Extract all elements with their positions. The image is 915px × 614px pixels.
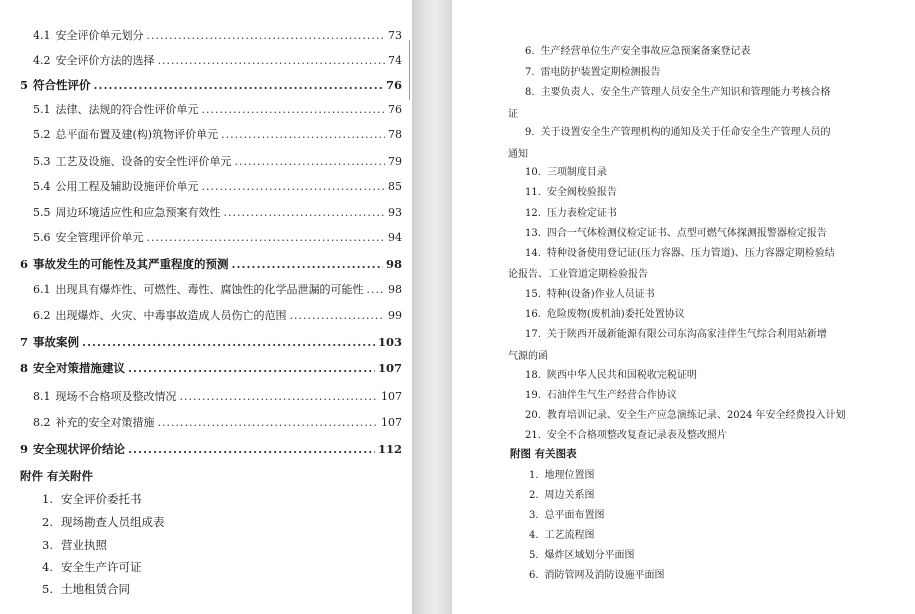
- toc-page-number: 76: [385, 78, 402, 92]
- attachment-title: 主要负责人、安全生产管理人员安全生产知识和管理能力考核合格: [540, 87, 831, 98]
- right-document-page: [452, 0, 915, 614]
- toc-entry-number: 5.4: [33, 180, 51, 193]
- toc-entry-number: 4.2: [33, 54, 51, 67]
- attachment-item: [525, 386, 677, 401]
- toc-entry-title: 安全对策措施建议: [33, 361, 126, 375]
- toc-entry-number: 8.2: [33, 416, 51, 429]
- figure-title: 总平面布置图: [544, 510, 605, 521]
- attachment-item: [525, 305, 685, 320]
- toc-entry-title: 补充的安全对策措施: [55, 416, 155, 429]
- toc-entry[interactable]: [20, 256, 402, 272]
- toc-leader-dots: [158, 416, 379, 429]
- toc-leader-dots: [147, 231, 386, 244]
- toc-entry-title: 事故案例: [33, 335, 80, 349]
- attachment-title-continued: 气源的函: [508, 351, 548, 362]
- toc-entry-title: 出现爆炸、火灾、中毒事故造成人员伤亡的范围: [55, 309, 287, 322]
- toc-entry-number: 6: [20, 257, 29, 271]
- page-edge-mark: [409, 40, 410, 100]
- toc-leader-dots: [235, 155, 386, 168]
- figure-title: 爆炸区域划分平面图: [544, 550, 635, 561]
- attachment-item: [42, 537, 107, 553]
- attachment-number: 3.: [42, 538, 53, 552]
- toc-entry-number: 7: [20, 335, 29, 349]
- attachment-title: 压力表检定证书: [546, 208, 617, 219]
- attachment-number: 7.: [525, 67, 535, 78]
- toc-leader-dots: [290, 309, 386, 322]
- left-document-page: [0, 0, 412, 614]
- attachment-title: 陕西中华人民共和国税收完税证明: [546, 370, 697, 381]
- attachment-title: 四合一气体检测仪检定证书、点型可燃气体探测报警器检定报告: [546, 228, 827, 239]
- attachment-title: 石油伴生气生产经营合作协议: [546, 390, 677, 401]
- attachment-number: 8.: [525, 87, 535, 98]
- toc-page-number: 94: [388, 231, 402, 244]
- attachment-title-continued: 通知: [508, 149, 528, 160]
- attachment-number: 21.: [525, 430, 541, 441]
- attachment-number: 10.: [525, 167, 541, 178]
- toc-entry-number: 5.6: [33, 231, 51, 244]
- figure-number: 3.: [529, 510, 539, 521]
- toc-leader-dots: [158, 54, 386, 67]
- attachment-title-continued: 论报告、工业管道定期检验报告: [508, 269, 648, 280]
- toc-leader-dots: [202, 103, 386, 116]
- attachments-heading: 附件 有关附件: [20, 469, 94, 483]
- toc-entry-number: 5.5: [33, 206, 51, 219]
- toc-page-number: 76: [388, 103, 402, 116]
- toc-entry-title: 出现具有爆炸性、可燃性、毒性、腐蚀性的化学品泄漏的可能性: [55, 283, 364, 296]
- attachment-number: 6.: [525, 46, 535, 57]
- toc-entry[interactable]: [33, 101, 402, 117]
- attachment-title: 营业执照: [60, 538, 107, 552]
- attachment-title: 教育培训记录、安全生产应急演练记录、2024 年安全经费投入计划: [546, 410, 846, 421]
- toc-page-number: 99: [388, 309, 402, 322]
- toc-entry[interactable]: [33, 178, 402, 194]
- figure-item: [529, 546, 635, 561]
- attachment-number: 14.: [525, 248, 541, 259]
- attachment-title: 土地租赁合同: [60, 582, 130, 596]
- toc-entry-title: 现场不合格项及整改情况: [55, 390, 177, 403]
- toc-entry[interactable]: [20, 441, 402, 457]
- attachment-item: [525, 123, 831, 138]
- attachment-item: [525, 406, 846, 421]
- attachment-title: 生产经营单位生产安全事故应急预案备案登记表: [540, 46, 751, 57]
- attachment-item: [42, 514, 164, 530]
- attachment-number: 1.: [42, 492, 53, 506]
- toc-leader-dots: [221, 128, 385, 141]
- figure-item: [529, 466, 595, 481]
- toc-entry-title: 安全评价单元划分: [55, 29, 144, 42]
- toc-page-number: 103: [377, 335, 402, 349]
- toc-page-number: 74: [388, 54, 402, 67]
- toc-page-number: 107: [381, 416, 402, 429]
- toc-leader-dots: [147, 29, 386, 42]
- attachment-number: 12.: [525, 208, 541, 219]
- figure-number: 2.: [529, 490, 539, 501]
- attachment-number: 2.: [42, 515, 53, 529]
- attachment-title: 特种(设备)作业人员证书: [546, 289, 655, 300]
- toc-entry-number: 6.1: [33, 283, 51, 296]
- toc-page-number: 107: [377, 361, 402, 375]
- figure-number: 4.: [529, 530, 539, 541]
- page-gutter: [412, 0, 452, 614]
- toc-entry-title: 周边环境适应性和应急预案有效性: [55, 206, 221, 219]
- toc-entry-title: 法律、法规的符合性评价单元: [55, 103, 199, 116]
- toc-entry[interactable]: [33, 52, 402, 68]
- attachment-title: 关于陕西开晟新能源有限公司东沟高家洼伴生气综合利用站新增: [546, 329, 827, 340]
- toc-entry-title: 安全现状评价结论: [33, 442, 126, 456]
- toc-page-number: 79: [388, 155, 402, 168]
- attachment-number: 13.: [525, 228, 541, 239]
- attachment-item: [525, 183, 617, 198]
- attachment-title: 雷电防护装置定期检测报告: [540, 67, 661, 78]
- attachment-number: 5.: [42, 582, 53, 596]
- attachment-item: [525, 42, 751, 57]
- attachment-item: [525, 244, 835, 259]
- attachment-title: 关于设置安全生产管理机构的通知及关于任命安全生产管理人员的: [540, 127, 831, 138]
- toc-leader-dots: [82, 335, 375, 349]
- toc-entry-number: 6.2: [33, 309, 51, 322]
- toc-leader-dots: [367, 283, 386, 296]
- toc-page-number: 98: [385, 257, 402, 271]
- toc-page-number: 112: [377, 442, 402, 456]
- figure-title: 工艺流程图: [544, 530, 595, 541]
- toc-entry-number: 5.1: [33, 103, 51, 116]
- figure-title: 消防管网及消防设施平面图: [544, 570, 665, 581]
- toc-entry[interactable]: [33, 126, 402, 142]
- toc-entry-number: 5: [20, 78, 29, 92]
- attachment-number: 18.: [525, 370, 541, 381]
- attachment-number: 20.: [525, 410, 541, 421]
- toc-entry[interactable]: [33, 27, 402, 43]
- attachment-item: [525, 325, 827, 340]
- attachment-item: [42, 559, 141, 575]
- attachment-item: [525, 204, 617, 219]
- toc-leader-dots: [180, 390, 379, 403]
- toc-page-number: 85: [388, 180, 402, 193]
- attachment-item: [525, 366, 697, 381]
- toc-entry[interactable]: [33, 229, 402, 245]
- figures-heading: 附图 有关图表: [510, 448, 577, 460]
- attachment-title: 危险废物(废机油)委托处置协议: [546, 309, 685, 320]
- toc-entry[interactable]: [33, 388, 402, 404]
- attachment-number: 9.: [525, 127, 535, 138]
- toc-leader-dots: [128, 442, 375, 456]
- attachment-item: [525, 224, 827, 239]
- toc-entry-title: 总平面布置及建(构)筑物评价单元: [55, 128, 219, 141]
- toc-entry[interactable]: [33, 204, 402, 220]
- toc-leader-dots: [128, 361, 375, 375]
- figure-item: [529, 526, 595, 541]
- toc-page-number: 78: [388, 128, 402, 141]
- attachment-title: 特种设备使用登记证(压力容器、压力管道)、压力容器定期检验结: [546, 248, 835, 259]
- attachment-item: [525, 63, 661, 78]
- toc-entry-title: 工艺及设施、设备的安全性评价单元: [55, 155, 232, 168]
- attachment-title-continued: 证: [508, 109, 518, 120]
- attachment-item: [525, 163, 607, 178]
- figure-number: 6.: [529, 570, 539, 581]
- toc-entry[interactable]: [20, 360, 402, 376]
- figure-title: 周边关系图: [544, 490, 595, 501]
- toc-entry-title: 安全管理评价单元: [55, 231, 144, 244]
- figure-item: [529, 566, 665, 581]
- figure-item: [529, 506, 605, 521]
- toc-page-number: 98: [388, 283, 402, 296]
- toc-leader-dots: [94, 78, 383, 92]
- toc-entry[interactable]: [20, 334, 402, 350]
- toc-entry[interactable]: [33, 307, 402, 323]
- toc-page-number: 107: [381, 390, 402, 403]
- toc-entry-number: 5.3: [33, 155, 51, 168]
- attachment-number: 19.: [525, 390, 541, 401]
- toc-entry[interactable]: [20, 77, 402, 93]
- attachment-number: 16.: [525, 309, 541, 320]
- toc-entry-number: 5.2: [33, 128, 51, 141]
- attachment-title: 三项制度目录: [546, 167, 607, 178]
- attachment-title: 安全不合格项整改复查记录表及整改照片: [546, 430, 727, 441]
- toc-entry-number: 9: [20, 442, 29, 456]
- figure-title: 地理位置图: [544, 470, 595, 481]
- toc-entry-title: 符合性评价: [33, 78, 91, 92]
- toc-entry[interactable]: [33, 281, 402, 297]
- toc-entry-number: 8.1: [33, 390, 51, 403]
- toc-leader-dots: [224, 206, 386, 219]
- figure-number: 5.: [529, 550, 539, 561]
- toc-entry[interactable]: [33, 153, 402, 169]
- attachment-number: 15.: [525, 289, 541, 300]
- figure-number: 1.: [529, 470, 539, 481]
- attachment-number: 17.: [525, 329, 541, 340]
- toc-leader-dots: [232, 257, 383, 271]
- attachment-title: 现场勘查人员组成表: [60, 515, 165, 529]
- attachment-item: [525, 426, 727, 441]
- attachment-item: [525, 285, 655, 300]
- attachment-item: [525, 83, 831, 98]
- attachment-number: 4.: [42, 560, 53, 574]
- toc-entry-number: 8: [20, 361, 29, 375]
- toc-leader-dots: [202, 180, 386, 193]
- toc-page-number: 93: [388, 206, 402, 219]
- toc-entry-title: 公用工程及辅助设施评价单元: [55, 180, 199, 193]
- attachment-title: 安全阀校验报告: [546, 187, 617, 198]
- toc-entry-number: 4.1: [33, 29, 51, 42]
- toc-entry[interactable]: [33, 414, 402, 430]
- attachment-title: 安全生产许可证: [60, 560, 142, 574]
- toc-page-number: 73: [388, 29, 402, 42]
- attachment-title: 安全评价委托书: [60, 492, 142, 506]
- toc-entry-title: 安全评价方法的选择: [55, 54, 155, 67]
- toc-entry-title: 事故发生的可能性及其严重程度的预测: [33, 257, 229, 271]
- attachment-item: [42, 581, 130, 597]
- attachment-item: [42, 491, 141, 507]
- attachment-number: 11.: [525, 187, 541, 198]
- figure-item: [529, 486, 595, 501]
